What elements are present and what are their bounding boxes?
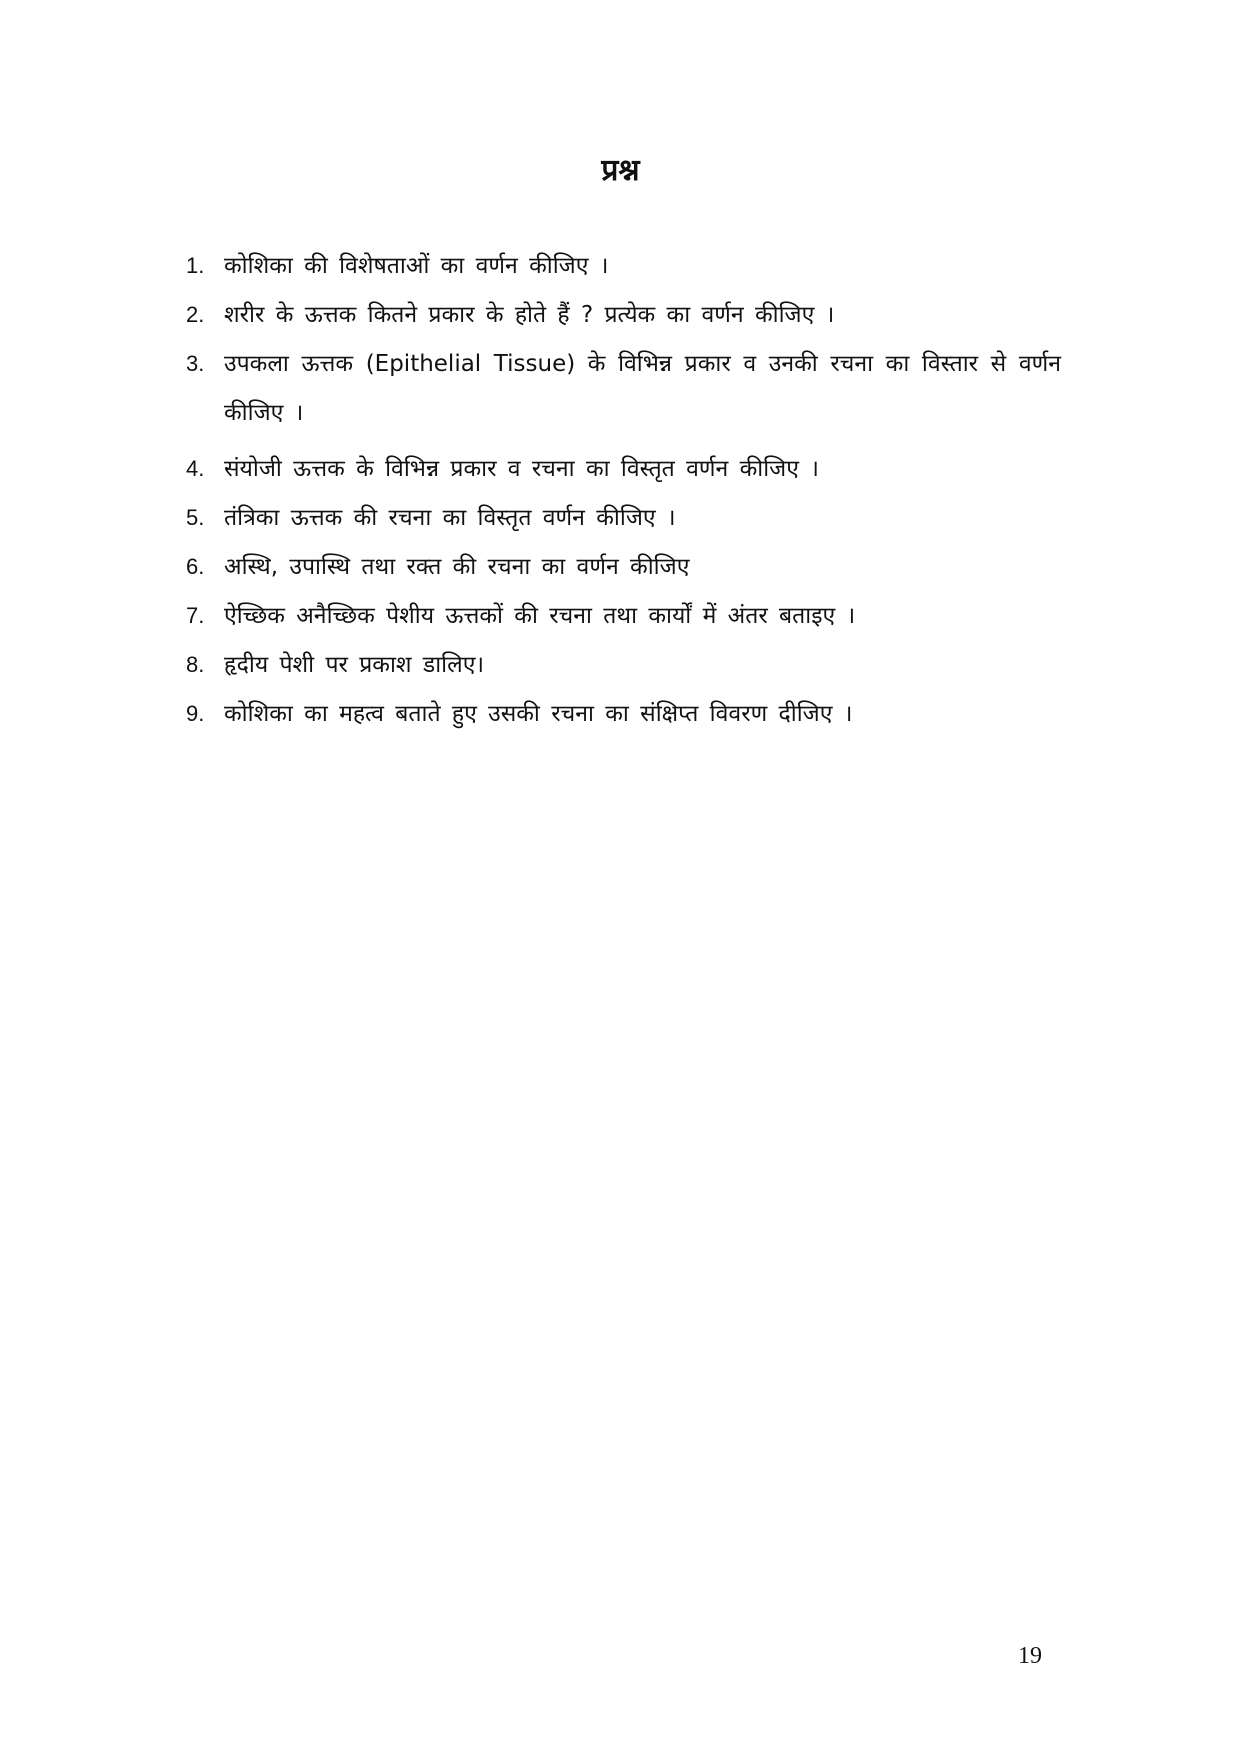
question-text: हृदीय पेशी पर प्रकाश डालिए। — [224, 652, 485, 678]
question-number: 2. — [186, 302, 205, 327]
question-text: कोशिका का महत्व बताते हुए उसकी रचना का संक्षिप्त विवरण दीजिए । — [224, 701, 853, 727]
question-item-5 — [186, 500, 1061, 536]
question-number: 9. — [186, 701, 205, 726]
page-title: प्रश्न — [601, 153, 640, 188]
question-number: 8. — [186, 652, 205, 677]
question-item-3 — [186, 346, 1061, 438]
question-text: शरीर के ऊत्तक कितने प्रकार के होते हैं ? प्रत्येक का वर्णन कीजिए । — [224, 302, 835, 328]
question-text: ऐच्छिक अनैच्छिक पेशीय ऊत्तकों की रचना तथा कार्यों में अंतर बताइए । — [224, 603, 856, 629]
question-item-6 — [186, 549, 1061, 585]
question-number: 5. — [186, 505, 205, 530]
page-number: 19 — [1018, 1643, 1042, 1669]
question-number: 6. — [186, 554, 205, 579]
question-number: 3. — [186, 351, 205, 376]
question-text: तंत्रिका ऊत्तक की रचना का विस्तृत वर्णन कीजिए । — [224, 505, 676, 531]
question-list — [186, 248, 1061, 745]
question-item-9 — [186, 696, 1061, 732]
question-item-7 — [186, 598, 1061, 634]
question-text: कोशिका की विशेषताओं का वर्णन कीजिए । — [224, 253, 609, 279]
question-number: 1. — [186, 253, 205, 278]
question-item-8 — [186, 647, 1061, 683]
question-item-2 — [186, 297, 1061, 333]
question-text: संयोजी ऊत्तक के विभिन्न प्रकार व रचना का विस्तृत वर्णन कीजिए । — [224, 456, 819, 482]
question-item-4 — [186, 451, 1061, 487]
question-item-1 — [186, 248, 1061, 284]
question-number: 4. — [186, 456, 205, 481]
question-number: 7. — [186, 603, 205, 628]
question-text: उपकला ऊत्तक (Epithelial Tissue) के विभिन्न प्रकार व उनकी रचना का विस्तार से वर्णन कीजिए । — [224, 351, 1061, 426]
question-text: अस्थि, उपास्थि तथा रक्त की रचना का वर्णन कीजिए — [224, 554, 690, 580]
